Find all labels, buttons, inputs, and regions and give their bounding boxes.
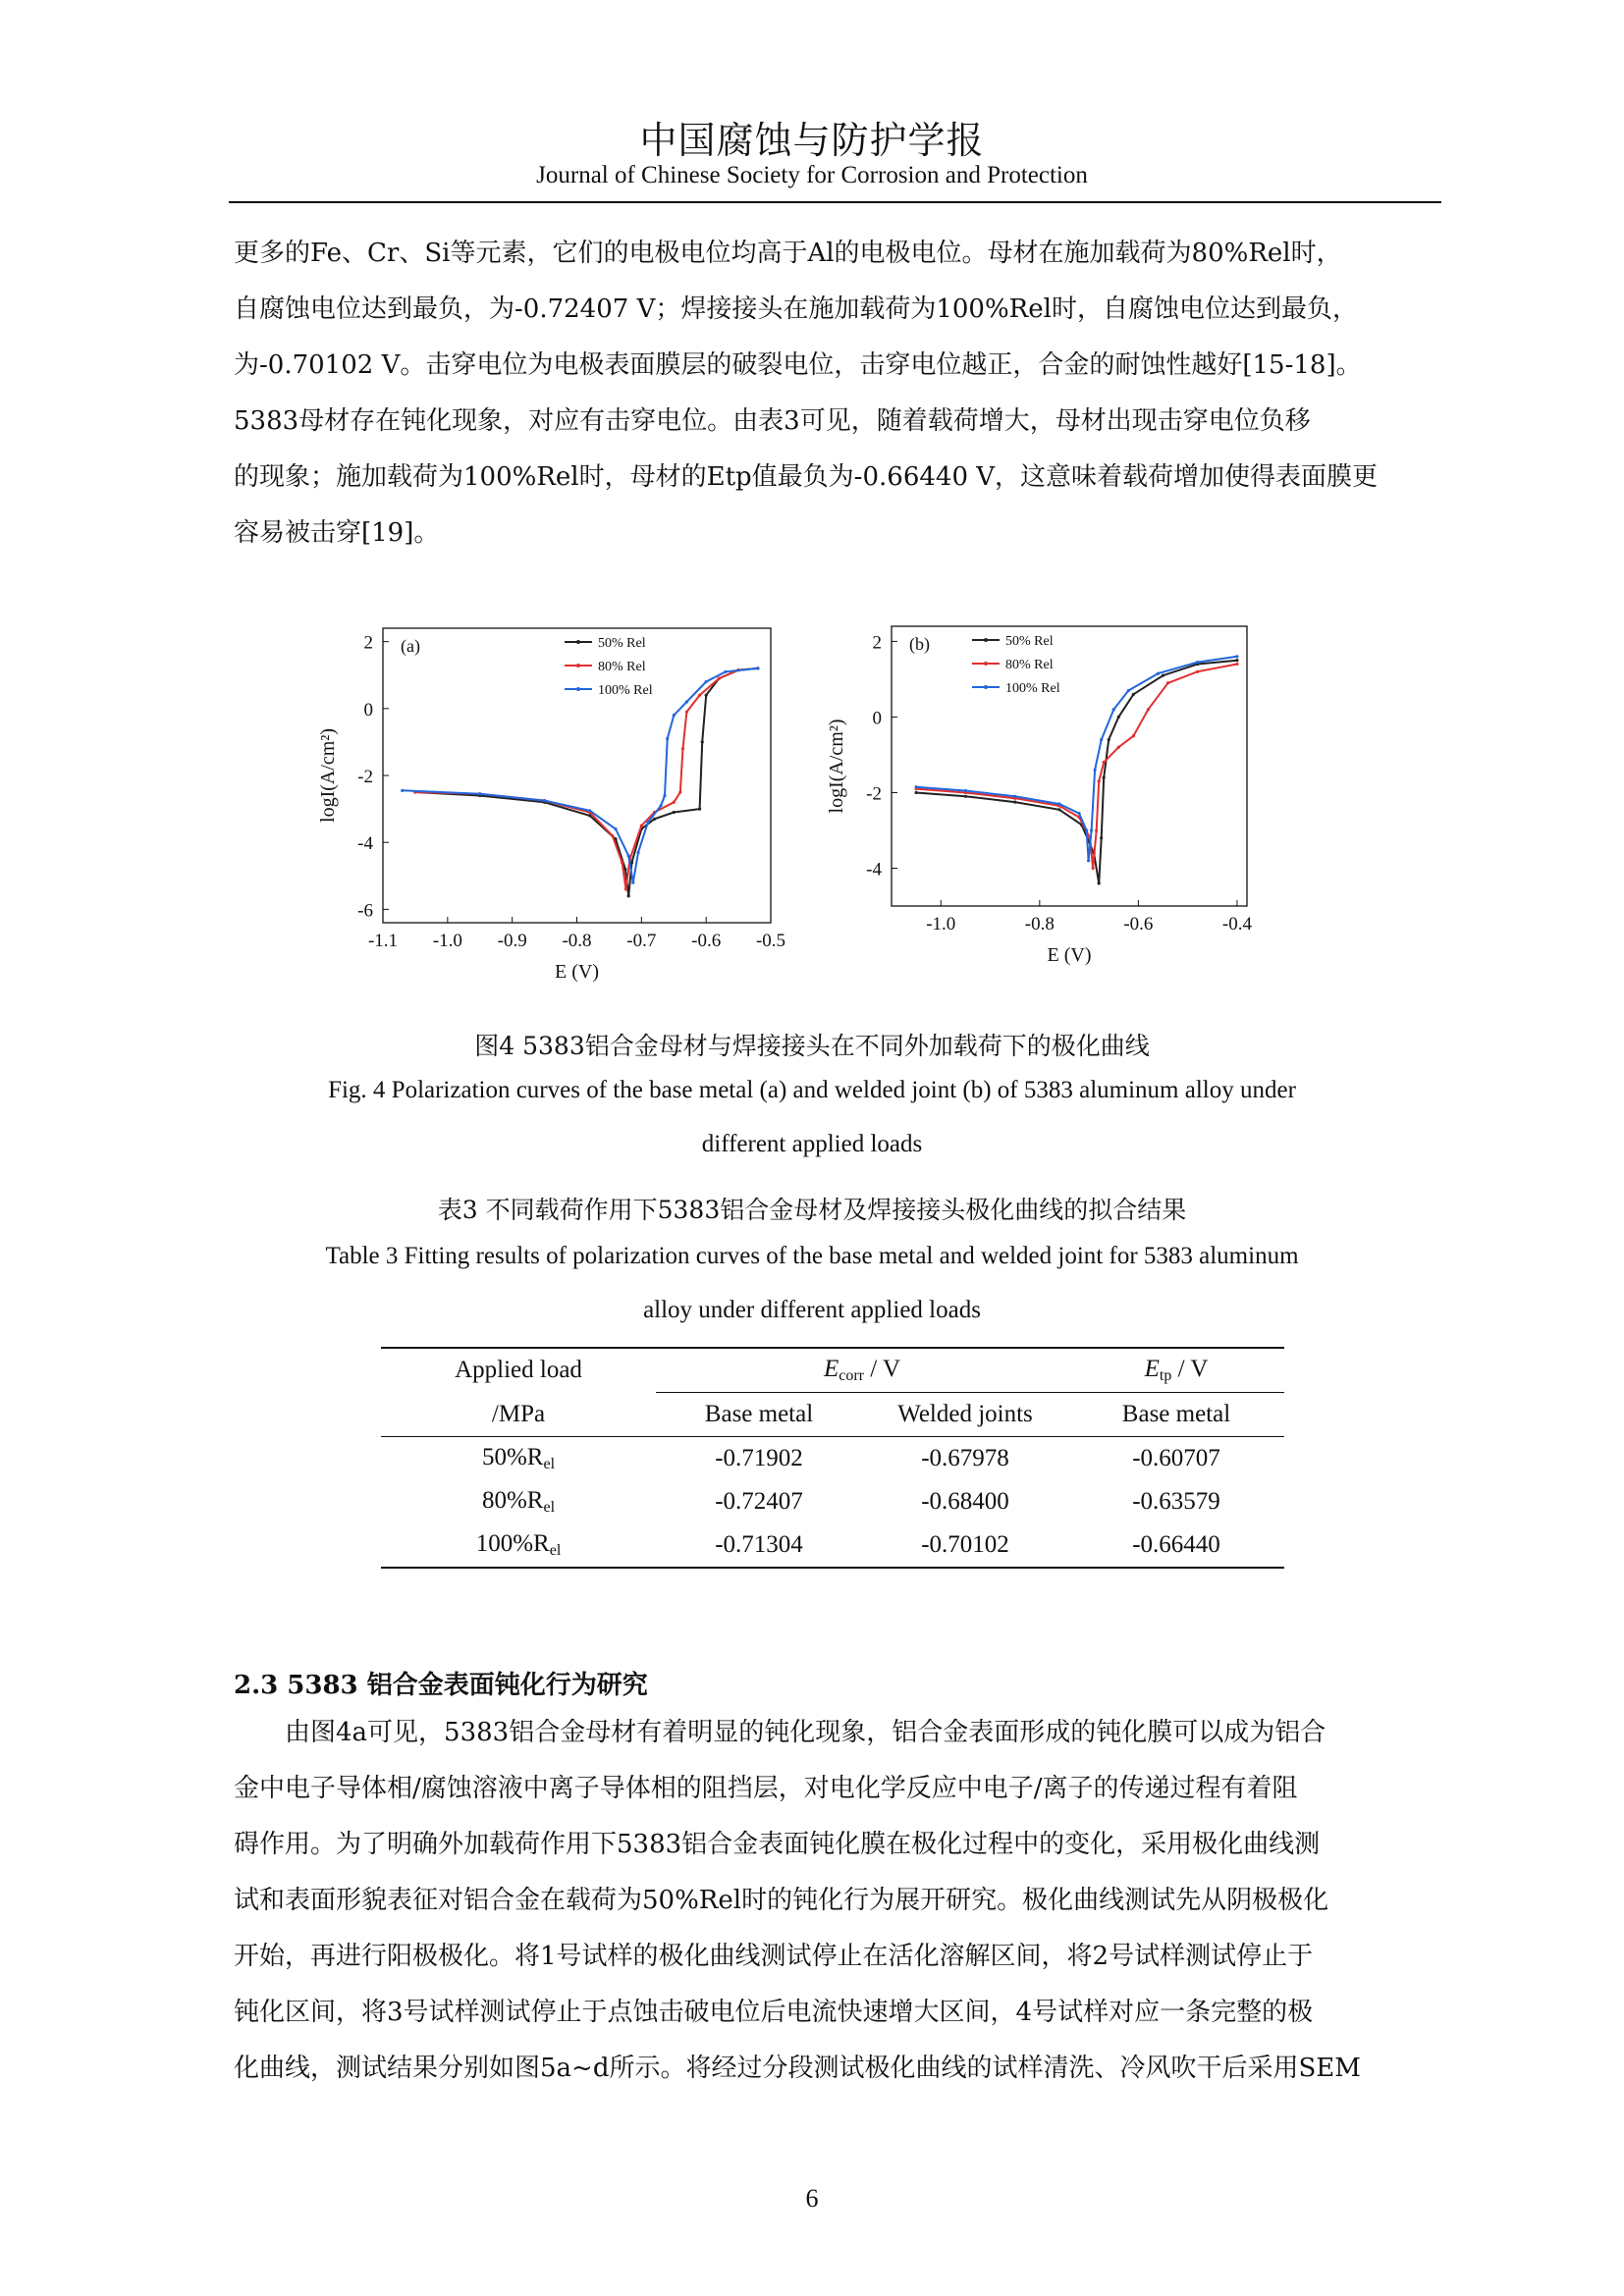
data-point (1196, 661, 1199, 664)
x-tick-label: -0.8 (1024, 914, 1055, 934)
data-point (666, 737, 669, 740)
series-line (415, 668, 758, 896)
data-point (915, 791, 918, 794)
header-rule (229, 201, 1441, 203)
y-tick-label: 0 (872, 708, 882, 729)
data-point (1132, 734, 1135, 737)
data-point (701, 740, 704, 743)
text-line: 的现象；施加载荷为100%Rel时，母材的Etp值最负为-0.66440 V，这意味着载荷增加使得表面膜更 (234, 462, 1379, 492)
data-point (1103, 761, 1106, 764)
data-point (1108, 738, 1110, 741)
col-etp (1068, 1348, 1284, 1393)
ecorr-base-cell: -0.71902 (715, 1445, 803, 1471)
etp-cell: -0.60707 (1132, 1445, 1220, 1471)
data-point (640, 825, 643, 828)
load-subscript: el (549, 1542, 562, 1559)
y-tick-label: -4 (866, 859, 882, 881)
ecorr-base-cell: -0.71304 (715, 1531, 803, 1558)
data-point (401, 789, 404, 792)
data-point (1235, 663, 1238, 666)
data-point (478, 792, 481, 795)
x-tick-label: -0.7 (626, 931, 657, 951)
data-point (1085, 828, 1088, 831)
data-point (1103, 775, 1106, 778)
data-point (1100, 836, 1103, 839)
data-point (1077, 812, 1080, 815)
load-subscript: el (543, 1456, 556, 1472)
data-point (673, 714, 676, 717)
panel-label: (b) (909, 634, 930, 654)
etp-subscript: tp (1159, 1367, 1172, 1384)
legend-marker (576, 664, 580, 667)
y-tick-label: -6 (357, 900, 373, 922)
data-point (673, 801, 676, 804)
legend-marker (984, 662, 988, 666)
sub-col-base2: Base metal (1121, 1401, 1231, 1427)
ecorr-welded-cell: -0.70102 (921, 1531, 1009, 1558)
ecorr-subscript: corr (839, 1367, 864, 1384)
data-point (1098, 779, 1101, 782)
y-tick-label: 0 (363, 699, 373, 721)
data-point (663, 794, 666, 797)
page-number: 6 (805, 2184, 819, 2213)
journal-title-cn: 中国腐蚀与防护学报 (639, 119, 985, 162)
legend-label: 100% Rel (1005, 681, 1060, 696)
data-point (673, 811, 676, 814)
legend-label: 50% Rel (1005, 634, 1054, 649)
etp-cell: -0.66440 (1132, 1531, 1220, 1558)
data-point (543, 799, 546, 802)
data-point (1162, 673, 1164, 676)
etp-symbol: E (1144, 1356, 1160, 1382)
x-tick-label: -0.8 (562, 931, 592, 951)
x-tick-label: -1.1 (367, 931, 399, 951)
data-point (1132, 693, 1135, 696)
data-point (1235, 655, 1238, 658)
data-point (1095, 828, 1098, 831)
journal-title-en: Journal of Chinese Society for Corrosion and Protection (536, 162, 1088, 188)
data-point (685, 711, 688, 714)
y-axis-label: logI(A/cm²) (826, 719, 847, 814)
legend-marker (984, 638, 988, 642)
results-table (381, 1347, 1284, 1569)
y-tick-label: -2 (866, 783, 882, 805)
data-point (588, 809, 591, 812)
table-caption-en-1: Table 3 Fitting results of polarization curves of the base metal and welded joint for 5383 aluminum (325, 1243, 1299, 1269)
plot-frame (892, 626, 1247, 906)
data-point (756, 667, 759, 669)
data-point (685, 700, 688, 703)
plot-frame (383, 628, 771, 923)
table-row (381, 1480, 1284, 1523)
data-point (1057, 802, 1060, 805)
ecorr-unit: / V (863, 1356, 901, 1382)
text-line: 容易被击穿[19]。 (234, 518, 440, 548)
section-title: 2.3 5383 铝合金表面钝化行为研究 (234, 1671, 648, 1700)
legend-marker (576, 687, 580, 691)
load-value: 100%R (475, 1530, 550, 1557)
text-line: 碍作用。为了明确外加载荷作用下5383铝合金表面钝化膜在极化过程中的变化，采用极化曲线测 (234, 1830, 1321, 1859)
table-caption-en-2: alloy under different applied loads (643, 1297, 981, 1323)
load-cell (381, 1480, 656, 1523)
legend-marker (984, 685, 988, 689)
text-line: 为-0.70102 V。击穿电位为电极表面膜层的破裂电位，击穿电位越正，合金的耐蚀性越好[15-18]。 (234, 350, 1362, 380)
data-point (1090, 828, 1093, 831)
x-tick-label: -0.9 (497, 931, 527, 951)
data-point (1057, 808, 1060, 811)
series-line (403, 668, 758, 882)
etp-unit: / V (1171, 1356, 1209, 1382)
figure-caption-cn: 图4 5383铝合金母材与焊接接头在不同外加载荷下的极化曲线 (474, 1032, 1150, 1060)
data-point (698, 694, 701, 697)
text-line: 5383母材存在钝化现象，对应有击穿电位。由表3可见，随着载荷增大，母材出现击穿电位负移 (234, 406, 1311, 436)
data-point (1098, 881, 1101, 884)
col-load-label: Applied load (455, 1357, 582, 1384)
x-tick-label: -0.5 (755, 931, 786, 951)
ecorr-base-cell: -0.72407 (715, 1488, 803, 1515)
y-tick-label: 2 (872, 632, 882, 654)
data-point (1100, 738, 1103, 741)
data-point (705, 694, 708, 697)
data-point (1094, 769, 1097, 772)
text-line: 金中电子导体相/腐蚀溶液中离子导体相的阻挡层，对电化学反应中电子/离子的传递过程有着阻 (234, 1774, 1298, 1803)
text-line: 化曲线，测试结果分别如图5a~d所示。将经过分段测试极化曲线的试样清洗、冷风吹干后采用SEM (234, 2054, 1361, 2083)
col-load-unit: /MPa (491, 1400, 546, 1427)
data-point (623, 868, 626, 871)
chart-panel-a (317, 628, 785, 983)
data-point (915, 785, 918, 788)
text-line: 钝化区间，将3号试样测试停止于点蚀击破电位后电流快速增大区间，4号试样对应一条完整的极 (234, 1998, 1314, 2027)
figure-4 (295, 599, 1276, 1011)
data-point (705, 680, 708, 683)
data-point (1166, 681, 1169, 684)
data-point (1196, 670, 1199, 673)
data-point (718, 677, 721, 680)
panel-label: (a) (401, 636, 420, 656)
y-tick-label: -4 (357, 833, 373, 855)
x-axis-label: E (V) (1047, 944, 1092, 966)
data-point (681, 747, 684, 750)
data-point (724, 670, 727, 673)
data-point (1147, 708, 1150, 711)
table-caption-cn: 表3 不同载荷作用下5383铝合金母材及焊接接头极化曲线的拟合结果 (437, 1196, 1187, 1224)
sub-col-welded: Welded joints (897, 1401, 1033, 1427)
chart-panel-b (826, 626, 1252, 966)
legend-marker (576, 640, 580, 644)
text-line: 试和表面形貌表征对铝合金在载荷为50%Rel时的钝化行为展开研究。极化曲线测试先从阴极极化 (234, 1886, 1329, 1915)
load-cell (381, 1437, 656, 1481)
paragraph-1 (234, 226, 1436, 561)
text-line: 自腐蚀电位达到最负，为-0.72407 V；焊接接头在施加载荷为100%Rel时，自腐蚀电位达到最负， (234, 294, 1358, 324)
data-point (636, 851, 639, 854)
legend-label: 80% Rel (1005, 658, 1054, 672)
figure-caption-en-1: Fig. 4 Polarization curves of the base metal (a) and welded joint (b) of 5383 aluminum alloy under (328, 1077, 1296, 1103)
text-line: 开始，再进行阳极极化。将1号试样的极化曲线测试停止在活化溶解区间，将2号试样测试停止于 (234, 1942, 1314, 1971)
data-point (611, 834, 614, 837)
data-point (646, 821, 649, 824)
load-value: 50%R (481, 1444, 544, 1470)
y-tick-label: -2 (357, 767, 373, 787)
legend-label: 50% Rel (598, 636, 646, 651)
col-ecorr (656, 1348, 1068, 1393)
data-point (1112, 708, 1115, 711)
data-point (1013, 795, 1016, 798)
table-row (381, 1437, 1284, 1481)
sub-col-base: Base metal (704, 1401, 814, 1427)
data-point (1157, 672, 1160, 675)
x-axis-label: E (V) (555, 961, 599, 983)
data-point (698, 807, 701, 810)
data-point (1013, 800, 1016, 803)
data-point (631, 881, 634, 883)
x-tick-label: -1.0 (926, 914, 956, 934)
text-line: 由图4a可见，5383铝合金母材有着明显的钝化现象，铝合金表面形成的钝化膜可以成为铝合 (285, 1718, 1326, 1747)
data-point (1092, 867, 1095, 870)
data-point (621, 861, 623, 864)
table-row (381, 1523, 1284, 1568)
y-tick-label: 2 (363, 632, 373, 654)
load-cell (381, 1523, 656, 1568)
ecorr-welded-cell: -0.67978 (921, 1445, 1009, 1471)
series-line (916, 665, 1237, 869)
data-point (964, 795, 967, 798)
load-value: 80%R (481, 1487, 544, 1514)
ecorr-symbol: E (823, 1356, 839, 1382)
data-point (624, 887, 627, 890)
paragraph-2 (234, 1705, 1436, 2097)
data-point (627, 894, 630, 897)
series-line (916, 661, 1237, 883)
legend-label: 80% Rel (598, 660, 646, 674)
data-point (1127, 689, 1130, 692)
x-tick-label: -1.0 (432, 931, 462, 951)
figure-caption-en-2: different applied loads (701, 1131, 923, 1157)
data-point (614, 828, 617, 830)
data-point (653, 818, 656, 821)
data-point (659, 804, 662, 807)
x-tick-label: -0.6 (1123, 914, 1154, 934)
load-subscript: el (543, 1499, 556, 1516)
data-point (678, 790, 681, 793)
data-point (627, 854, 630, 857)
x-tick-label: -0.6 (691, 931, 722, 951)
data-point (1235, 659, 1238, 662)
data-point (964, 789, 967, 792)
text-line: 更多的Fe、Cr、Si等元素，它们的电极电位均高于Al的电极电位。母材在施加载荷为80%Rel时， (234, 239, 1342, 268)
data-point (1087, 859, 1090, 862)
etp-cell: -0.63579 (1132, 1488, 1220, 1515)
series-line (916, 657, 1237, 861)
data-point (1117, 716, 1120, 719)
y-axis-label: logI(A/cm²) (317, 728, 339, 823)
legend-label: 100% Rel (598, 683, 653, 698)
data-point (1117, 746, 1120, 749)
x-tick-label: -0.4 (1221, 914, 1252, 934)
ecorr-welded-cell: -0.68400 (921, 1488, 1009, 1515)
